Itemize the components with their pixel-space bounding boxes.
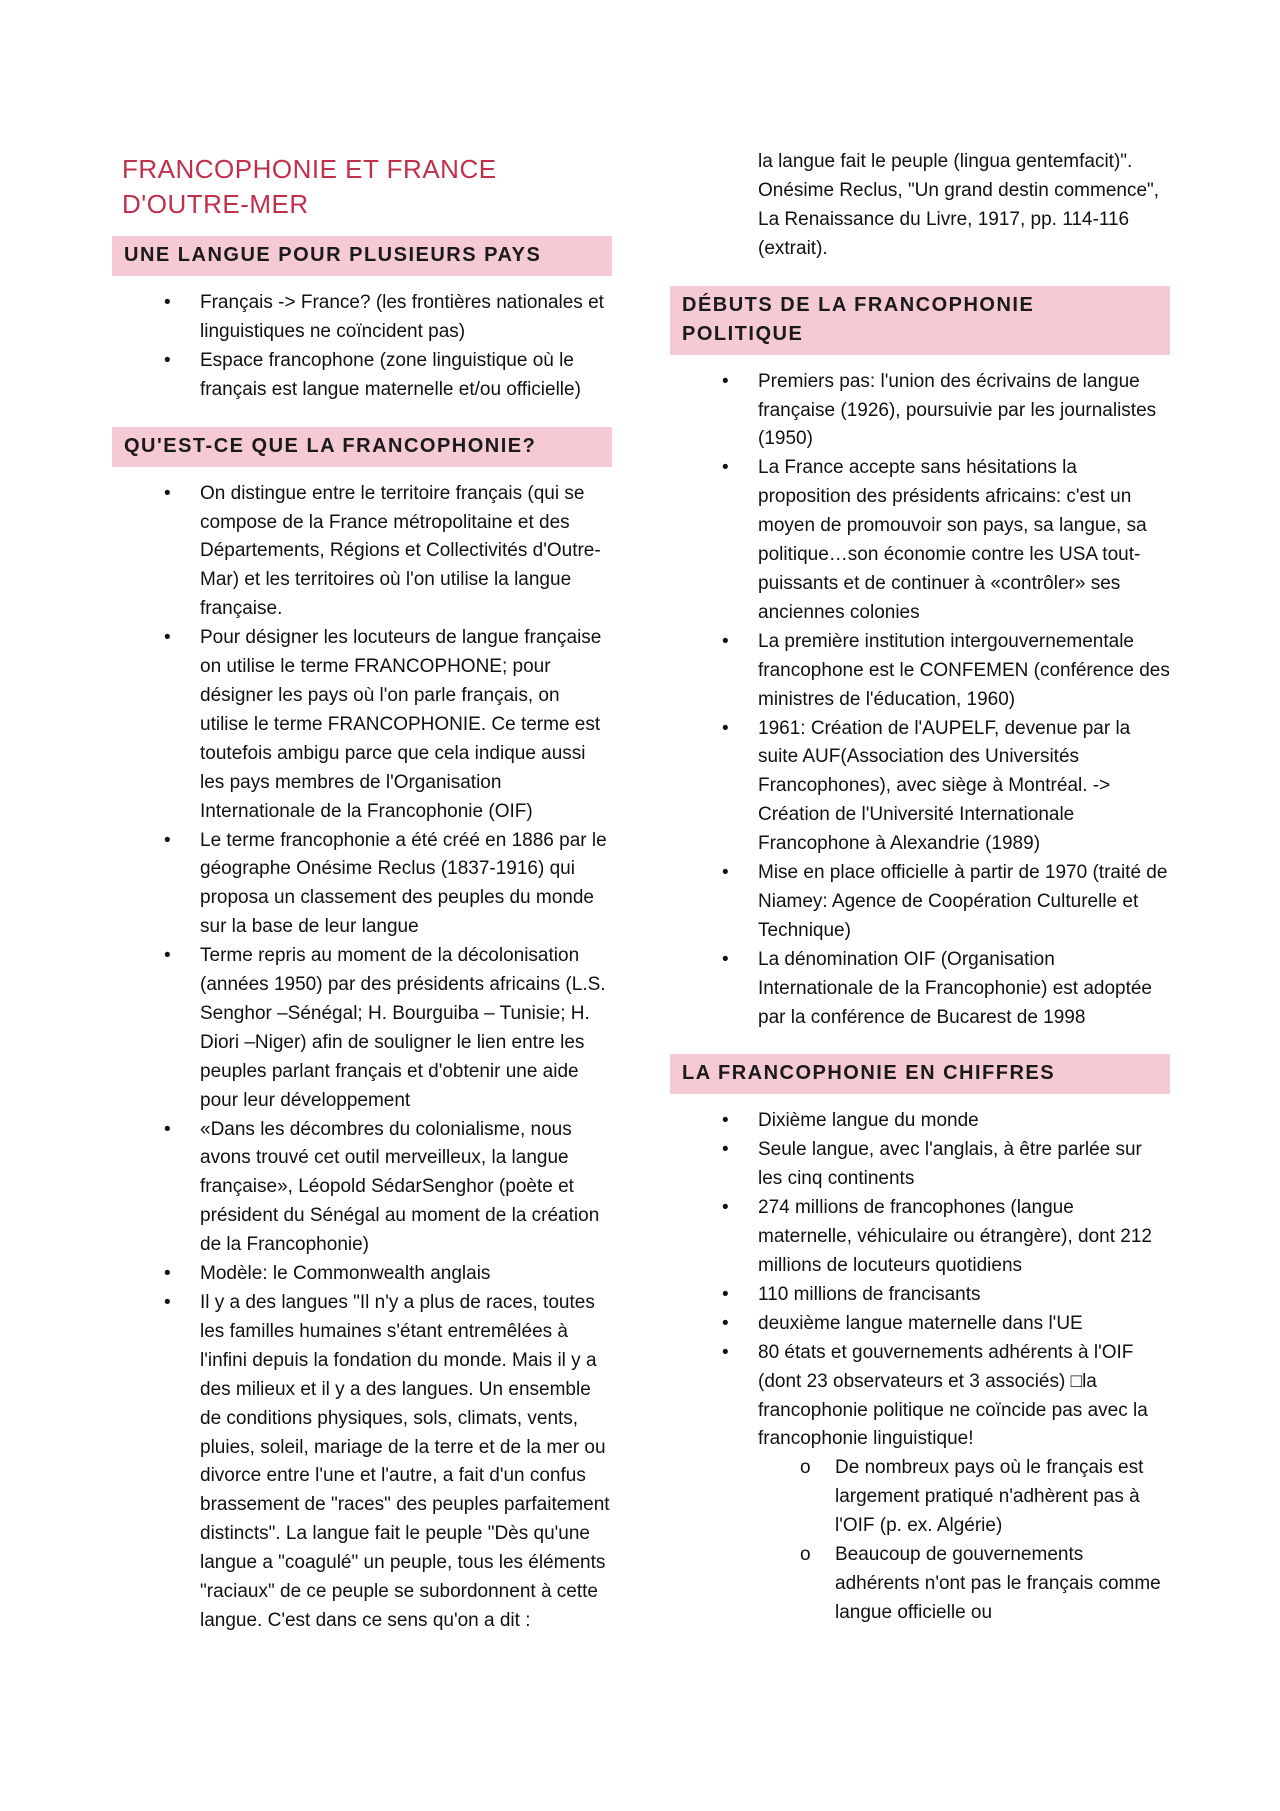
bullet-icon: • [722,862,729,884]
title-line-2: D'OUTRE-MER [122,189,309,219]
list-item-text: 110 millions de francisants [758,1283,981,1305]
list-item-text: La France accepte sans hésitations la proposition des présidents africains: c'est un moyen de promouvoir son pays, sa langue, sa politique…son économie contre les USA tout-puissants et de continuer à «contrôler» ses anciennes colonies [758,457,1147,623]
list-item [112,1260,612,1289]
section-heading-debuts: DÉBUTS DE LA FRANCOPHONIE POLITIQUE [670,286,1170,355]
list-item [112,480,612,625]
list-item-text: Premiers pas: l'union des écrivains de langue française (1926), poursuivie par les journalistes (1950) [758,370,1157,450]
list-item [112,624,612,826]
list-item-text: Il y a des langues "Il n'y a plus de races, toutes les familles humaines s'étant entremêlées à l'infini depuis la fondation du monde. Mais il y a des milieux et il y a des langues. Un ensemble de conditions physiques, sols, climats, vents, pluies, soleil, mariage de la terre et de la mer ou divorce entre l'une et l'autre, a fait d'un confus brassement de "races" des peuples parfaitement distincts". La langue fait le peuple "Dès qu'une langue a "coagulé" un peuple, tous les éléments "raciaux" de ce peuple se subordonnent à cette langue. C'est dans ce sens qu'on a dit : [200,1292,610,1631]
section-heading-chiffres: LA FRANCOPHONIE EN CHIFFRES [670,1054,1170,1094]
list-item-text: On distingue entre le territoire français (qui se compose de la France métropolitaine et des Départements, Régions et Collectivités d'Outre-Mar) et les territoires où l'on utilise la langue française. [200,482,601,620]
bullet-icon: • [722,1110,729,1132]
list-item [670,628,1170,715]
bullet-icon: • [164,349,171,371]
list-item-text: Modèle: le Commonwealth anglais [200,1263,491,1285]
list-item [670,1194,1170,1281]
list-item [112,289,612,347]
title-line-1: FRANCOPHONIE ET FRANCE [122,154,497,184]
list-item-text: Mise en place officielle à partir de 1970 (traité de Niamey: Agence de Coopération Culturelle et Technique) [758,862,1168,941]
bullet-icon: • [722,1139,729,1161]
sub-list [758,1454,1170,1627]
list-item-text: 80 états et gouvernements adhérents à l'OIF (dont 23 observateurs et 3 associés) □la francophonie politique ne coïncide pas avec la francophonie linguistique! [758,1341,1148,1450]
list-item [670,946,1170,1033]
bullet-icon: • [164,829,171,851]
list-item-text: Espace francophone (zone linguistique où le français est langue maternelle et/ou officielle) [200,349,581,400]
section-list-debuts [670,368,1170,1033]
list-item [670,1136,1170,1194]
left-column [112,148,612,1658]
list-item [112,347,612,405]
sub-list-item-text: Beaucoup de gouvernements adhérents n'ont pas le français comme langue officielle ou [835,1544,1161,1623]
sub-list-item [758,1454,1170,1541]
list-item [670,368,1170,455]
right-column [670,148,1170,1650]
list-item-text: 1961: Création de l'AUPELF, devenue par la suite AUF(Association des Universités Francophones), avec siège à Montréal. -> Création de l'Université Internationale Francophone à Alexandrie (1989) [758,717,1131,855]
list-item-text: «Dans les décombres du colonialisme, nous avons trouvé cet outil merveilleux, la langue française», Léopold SédarSenghor (poète et président du Sénégal au moment de la création de la Francophonie) [200,1118,600,1256]
section-list-francophonie [112,480,612,1636]
bullet-icon: • [722,630,729,652]
list-item-text: Terme repris au moment de la décolonisation (années 1950) par des présidents africains (L.S. Senghor –Sénégal; H. Bourguiba – Tunisie; H. Diori –Niger) afin de souligner le lien entre les peuples parlant français et d'obtenir une aide pour leur développement [200,945,606,1111]
list-item [670,1310,1170,1339]
list-item [670,454,1170,627]
list-item-text: Le terme francophonie a été créé en 1886 par le géographe Onésime Reclus (1837-1916) qui proposa un classement des peuples du monde sur la base de leur langue [200,829,607,938]
list-item [112,942,612,1115]
bullet-icon: • [722,1312,729,1334]
list-item [112,1289,612,1636]
document-title [122,152,602,222]
bullet-icon: • [164,945,171,967]
list-item [670,859,1170,946]
list-item [112,1116,612,1261]
bullet-icon: • [164,482,171,504]
list-item-text: La première institution intergouvernementale francophone est le CONFEMEN (conférence des ministres de l'éducation, 1960) [758,630,1170,710]
bullet-icon: • [722,457,729,479]
bullet-icon: • [722,1341,729,1363]
list-item [670,715,1170,860]
bullet-icon: • [722,717,729,739]
bullet-icon: • [164,1292,171,1313]
section-heading-langue: UNE LANGUE POUR PLUSIEURS PAYS [112,236,612,276]
bullet-icon: • [722,1197,729,1219]
list-item [112,827,612,943]
bullet-icon: • [722,1283,729,1305]
list-item-text: Pour désigner les locuteurs de langue française on utilise le terme FRANCOPHONE; pour désigner les pays où l'on parle français, on utilise le terme FRANCOPHONIE. Ce terme est toutefois ambigu parce que cela indique aussi les pays membres de l'Organisation Internationale de la Francophonie (OIF) [200,627,602,822]
section-heading-francophonie: QU'EST-CE QUE LA FRANCOPHONIE? [112,427,612,467]
section-list-langue [112,289,612,405]
bullet-icon: • [164,292,171,313]
list-item-text: 274 millions de francophones (langue maternelle, véhiculaire ou étrangère), dont 212 millions de locuteurs quotidiens [758,1197,1152,1276]
list-item [670,1339,1170,1628]
list-item-text: Français -> France? (les frontières nationales et linguistiques ne coïncident pas) [200,292,604,342]
sub-bullet-icon: o [800,1544,811,1566]
bullet-icon: • [722,948,729,970]
quote-continuation: la langue fait le peuple (lingua gentemfacit)". Onésime Reclus, "Un grand destin commence", La Renaissance du Livre, 1917, pp. 114-116 (extrait). [758,151,1160,259]
bullet-icon: • [722,370,729,392]
bullet-icon: • [164,1263,171,1285]
list-item-text: Dixième langue du monde [758,1110,979,1132]
list-item [670,1281,1170,1310]
bullet-icon: • [164,627,171,649]
bullet-icon: • [164,1118,171,1140]
list-item-text: La dénomination OIF (Organisation Internationale de la Francophonie) est adoptée par la conférence de Bucarest de 1998 [758,948,1152,1028]
list-item [670,1107,1170,1136]
list-item-text: Seule langue, avec l'anglais, à être parlée sur les cinq continents [758,1139,1142,1190]
sub-list-item [758,1541,1170,1628]
sub-list-item-text: De nombreux pays où le français est largement pratiqué n'adhèrent pas à l'OIF (p. ex. Algérie) [835,1457,1144,1537]
list-item-text: deuxième langue maternelle dans l'UE [758,1312,1083,1334]
section-list-chiffres [670,1107,1170,1627]
sub-bullet-icon: o [800,1457,811,1479]
